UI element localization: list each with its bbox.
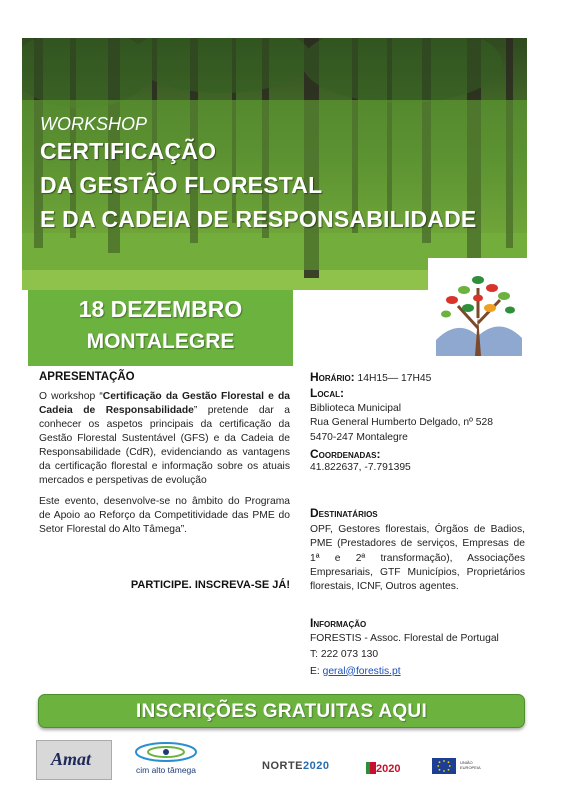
location-line-2: Rua General Humberto Delgado, nº 528 bbox=[310, 417, 493, 429]
cim-alto-tamega-logo bbox=[126, 738, 206, 784]
eu-flag-icon bbox=[432, 758, 456, 774]
norte2020-logo bbox=[262, 760, 329, 772]
p1-prefix: O workshop “ bbox=[39, 391, 103, 402]
event-place: MONTALEGRE bbox=[86, 330, 235, 353]
participate-callout: PARTICIPE. INSCREVA-SE JÁ! bbox=[130, 579, 290, 591]
amat-logo bbox=[36, 740, 112, 780]
date-place-box bbox=[28, 290, 293, 366]
norte-text: NORTE bbox=[262, 760, 303, 772]
location-block bbox=[310, 386, 525, 475]
portugal2020-text: 2020 bbox=[376, 763, 401, 775]
presentation-paragraph-1 bbox=[39, 390, 290, 488]
schedule-row bbox=[310, 370, 525, 386]
location-label: Local: bbox=[310, 386, 344, 400]
schedule-label: Horário: bbox=[310, 370, 355, 384]
info-label: Informação bbox=[310, 616, 367, 630]
workshop-kicker: WORKSHOP bbox=[40, 114, 148, 134]
portugal-flag-icon bbox=[366, 762, 376, 774]
presentation-heading: APRESENTAÇÃO bbox=[39, 371, 135, 383]
norte-year: 2020 bbox=[303, 760, 330, 772]
title-line-2: DA GESTÃO FLORESTAL bbox=[40, 172, 323, 198]
eu-logo bbox=[432, 758, 492, 778]
p1-bold: Certificação da Gestão Florestal e da Cadeia de Responsabilidade bbox=[39, 391, 290, 416]
amat-logo-text: Amat bbox=[51, 749, 92, 769]
portugal2020-logo bbox=[366, 758, 416, 778]
audience-label: Destinatários bbox=[310, 506, 378, 520]
event-date: 18 DEZEMBRO bbox=[78, 296, 243, 322]
presentation-section bbox=[39, 370, 290, 537]
schedule-value: 14H15— 17H45 bbox=[357, 373, 432, 384]
eu-text: UNIÃO EUROPEIA bbox=[460, 760, 481, 770]
tree-logo-icon bbox=[428, 258, 527, 361]
coordinates-label: Coordenadas: bbox=[310, 446, 381, 461]
title-line-3: E DA CADEIA DE RESPONSABILIDADE bbox=[40, 206, 477, 232]
location-line-1: Biblioteca Municipal bbox=[310, 403, 402, 415]
audience-text: OPF, Gestores florestais, Órgãos de Badios, PME (Prestadores de serviços, Empresas de 1ª e 2ª transformação), Associações Empresariais, GTF Municípios, Proprietários florestais, ICNF, Outros agentes. bbox=[310, 524, 525, 593]
cim-logo-text: cim alto tâmega bbox=[136, 765, 196, 775]
p1-suffix: ” pretende dar a conhecer os aspetos principais da certificação da Gestão Florestal Sustentável (GFS) e da Cadeia de Responsabilidade (CdR), evidenciando as vantagens da certificação florestal e informação sobre os atuais mercados e perspetivas de evolução bbox=[39, 405, 290, 486]
location-line-3: 5470-247 Montalegre bbox=[310, 431, 408, 443]
info-phone: T: 222 073 130 bbox=[310, 649, 379, 661]
presentation-paragraph-2: Este evento, desenvolve-se no âmbito do Programa de Apoio ao Reforço da Competitividade das PME do Setor Florestal do Alto Tâmega”. bbox=[39, 496, 290, 535]
audience-block bbox=[310, 506, 525, 594]
info-email-row bbox=[310, 665, 525, 679]
hero-banner bbox=[22, 38, 527, 290]
title-line-1: CERTIFICAÇÃO bbox=[40, 138, 217, 164]
info-email-link[interactable]: geral@forestis.pt bbox=[322, 665, 401, 677]
info-block bbox=[310, 616, 525, 679]
info-organization: FORESTIS - Assoc. Florestal de Portugal bbox=[310, 633, 499, 645]
info-email-prefix: E: bbox=[310, 665, 323, 677]
register-button[interactable]: INSCRIÇÕES GRATUITAS AQUI bbox=[38, 694, 525, 728]
cim-swirl-icon bbox=[126, 738, 206, 766]
coordinates-value: 41.822637, -7.791395 bbox=[310, 462, 411, 474]
